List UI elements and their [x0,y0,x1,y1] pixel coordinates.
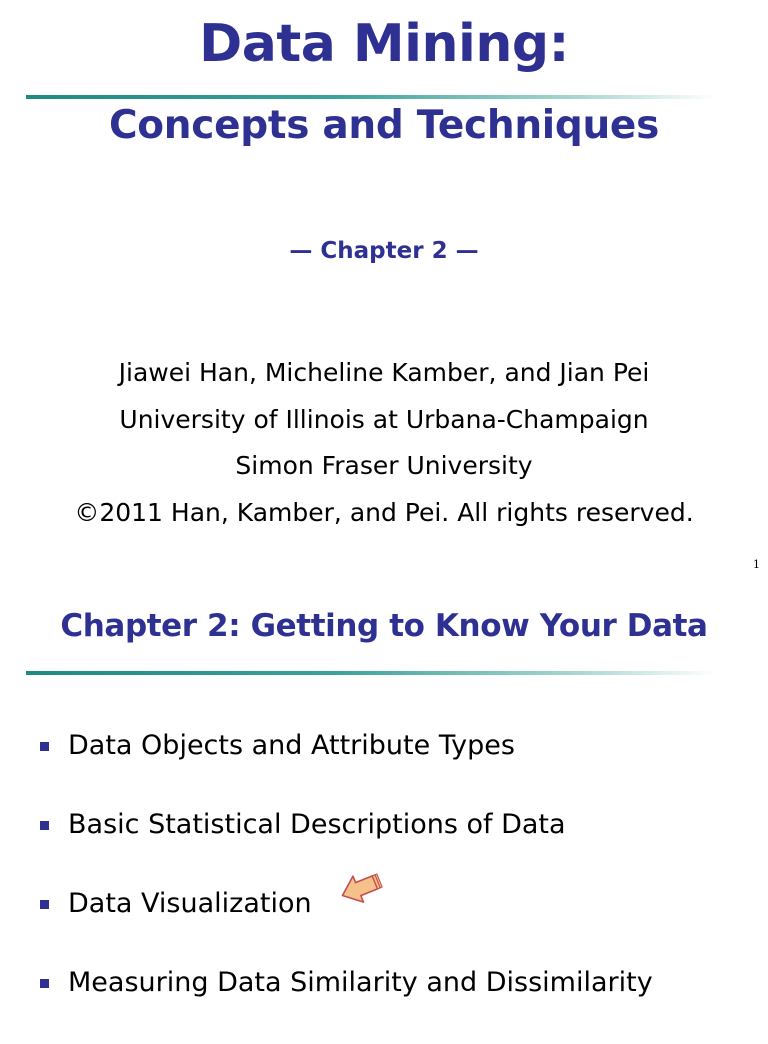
chapter-label: — Chapter 2 — [289,238,479,264]
affiliation-line-2: Simon Fraser University [235,451,533,480]
slide-title: Data Mining: [199,14,569,74]
affiliation-line-1: University of Illinois at Urbana-Champaign [119,404,649,434]
copyright-line: ©2011 Han, Kamber, and Pei. All rights reserved. [74,497,694,527]
list-item-text: Data Objects and Attribute Types [68,730,515,761]
author-block [0,350,768,536]
list-item-text: Data Visualization [68,888,312,919]
bullet-square-icon [40,742,49,751]
outline-slide [0,580,768,1024]
bullet-square-icon [40,821,49,830]
title-divider [26,95,716,99]
pointing-arrow-icon [338,868,384,908]
list-item-text: Basic Statistical Descriptions of Data [68,809,566,840]
bullet-square-icon [40,900,49,909]
list-item-text: Measuring Data Similarity and Dissimilarity [68,967,653,998]
page-number: 1 [753,558,760,571]
outline-divider [26,671,716,675]
authors-line: Jiawei Han, Micheline Kamber, and Jian Pei [118,358,650,387]
bullet-square-icon [40,979,49,988]
slide-subtitle: Concepts and Techniques [108,103,659,148]
outline-title: Chapter 2: Getting to Know Your Data [60,608,708,644]
